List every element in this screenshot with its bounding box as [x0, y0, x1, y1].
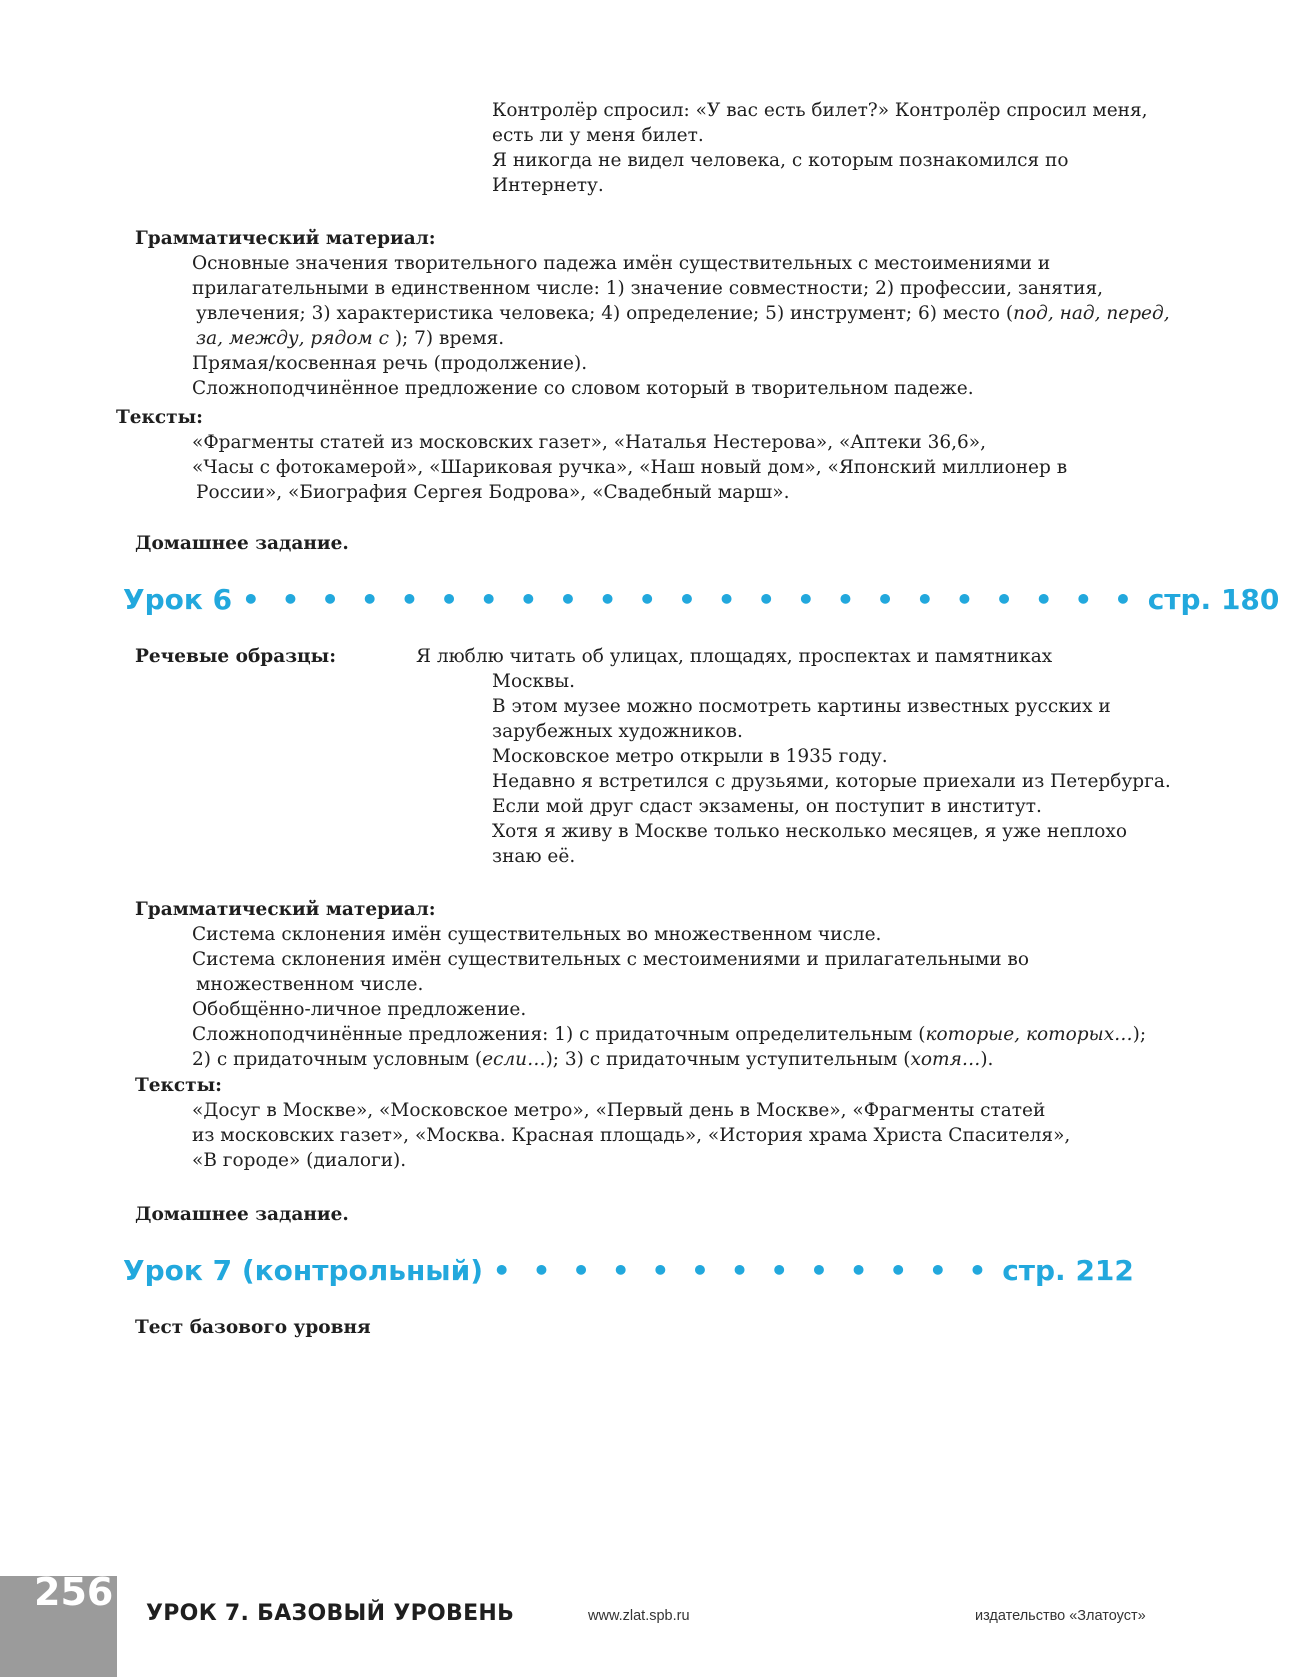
leader-dots: • • • • • • • • • • • • • — [492, 1254, 993, 1287]
speech-line: зарубежных художников. — [492, 721, 743, 742]
grammar-list — [192, 251, 1170, 401]
speech-line: Хотя я живу в Москве только несколько месяцев, я уже неплохо — [492, 821, 1127, 842]
texts-line: «Досуг в Москве», «Московское метро», «Первый день в Москве», «Фрагменты статей — [192, 1100, 1046, 1121]
lesson-page: стр. 212 — [1002, 1254, 1134, 1287]
texts-line: России», «Биография Сергея Бодрова», «Свадебный марш». — [196, 482, 790, 503]
lesson-7-heading — [123, 1254, 1134, 1288]
texts-list — [192, 1098, 1070, 1173]
grammar-line: прилагательными в единственном числе: 1) значение совместности; 2) профессии, занятия, — [192, 278, 1104, 299]
grammar-line — [192, 326, 1170, 351]
grammar-line: множественном числе. — [196, 974, 424, 995]
speech-samples — [492, 669, 1171, 869]
footer-title: УРОК 7. БАЗОВЫЙ УРОВЕНЬ — [146, 1601, 515, 1626]
texts-line: из московских газет», «Москва. Красная площадь», «История храма Христа Спасителя», — [192, 1125, 1071, 1146]
speech-line: В этом музее можно посмотреть картины известных русских и — [492, 696, 1111, 717]
homework: Домашнее задание. — [135, 533, 349, 554]
speech-heading: Речевые образцы: — [135, 646, 337, 667]
leader-dots: • • • • • • • • • • • • • • • • • • • • • • • — [241, 583, 1138, 616]
grammar-line: Сложноподчинённое предложение со словом который в творительном падеже. — [192, 378, 974, 399]
grammar-italic: за, между, рядом с — [196, 328, 389, 349]
grammar-text: Сложноподчинённые предложения: 1) с придаточным определительным ( — [192, 1024, 926, 1045]
speech-first-line: Я люблю читать об улицах, площадях, проспектах и памятниках — [416, 646, 1053, 667]
lesson-page: стр. 180 — [1147, 583, 1280, 616]
texts-heading: Тексты: — [116, 407, 203, 428]
grammar-line: Система склонения имён существительных во множественном числе. — [192, 924, 882, 945]
grammar-list — [192, 922, 1146, 1072]
example-line: Я никогда не видел человека, с которым познакомился по — [492, 150, 1069, 171]
speech-line: знаю её. — [492, 846, 576, 867]
grammar-line: Основные значения творительного падежа имён существительных с местоимениями и — [192, 253, 1051, 274]
grammar-line: Обобщённо-личное предложение. — [192, 999, 527, 1020]
grammar-line — [192, 301, 1170, 326]
grammar-italic: под, над, перед, — [1013, 303, 1170, 324]
top-examples — [492, 98, 1148, 198]
grammar-line — [192, 1022, 1146, 1047]
grammar-line: Система склонения имён существительных с местоимениями и прилагательными во — [192, 949, 1029, 970]
grammar-text: ). — [980, 1049, 994, 1070]
texts-list — [192, 430, 1067, 505]
grammar-line — [192, 1047, 1146, 1072]
grammar-text: ); — [1132, 1024, 1147, 1045]
texts-line: «Часы с фотокамерой», «Шариковая ручка», «Наш новый дом», «Японский миллионер в — [192, 457, 1068, 478]
grammar-text: ); 3) с придаточным уступительным ( — [545, 1049, 911, 1070]
footer-url: www.zlat.spb.ru — [588, 1608, 690, 1624]
grammar-italic: хотя… — [910, 1049, 981, 1070]
grammar-text: увлечения; 3) характеристика человека; 4) определение; 5) инструмент; 6) место ( — [196, 303, 1014, 324]
texts-heading: Тексты: — [135, 1075, 222, 1096]
grammar-heading: Грамматический материал: — [135, 228, 436, 249]
footer-publisher: издательство «Златоуст» — [975, 1608, 1146, 1624]
example-line: Интернету. — [492, 175, 604, 196]
grammar-text: 2) с придаточным условным ( — [192, 1049, 483, 1070]
test-label: Тест базового уровня — [135, 1317, 371, 1338]
speech-line: Недавно я встретился с друзьями, которые приехали из Петербурга. — [492, 771, 1171, 792]
speech-line: Если мой друг сдаст экзамены, он поступит в институт. — [492, 796, 1042, 817]
example-line: Контролёр спросил: «У вас есть билет?» Контролёр спросил меня, — [492, 100, 1148, 121]
grammar-line: Прямая/косвенная речь (продолжение). — [192, 353, 588, 374]
lesson-6-heading — [123, 583, 1279, 617]
grammar-italic: если… — [482, 1049, 546, 1070]
grammar-text: ); 7) время. — [388, 328, 505, 349]
texts-line: «Фрагменты статей из московских газет», «Наталья Нестерова», «Аптеки 36,6», — [192, 432, 986, 453]
speech-line: Московское метро открыли в 1935 году. — [492, 746, 888, 767]
homework: Домашнее задание. — [135, 1204, 349, 1225]
grammar-italic: которые, которых… — [925, 1024, 1133, 1045]
grammar-heading: Грамматический материал: — [135, 899, 436, 920]
page-number: 256 — [34, 1570, 114, 1614]
speech-line: Москвы. — [492, 671, 576, 692]
example-line: есть ли у меня билет. — [492, 125, 704, 146]
lesson-title: Урок 6 — [123, 583, 233, 616]
lesson-title: Урок 7 (контрольный) — [123, 1254, 484, 1287]
texts-line: «В городе» (диалоги). — [192, 1150, 407, 1171]
